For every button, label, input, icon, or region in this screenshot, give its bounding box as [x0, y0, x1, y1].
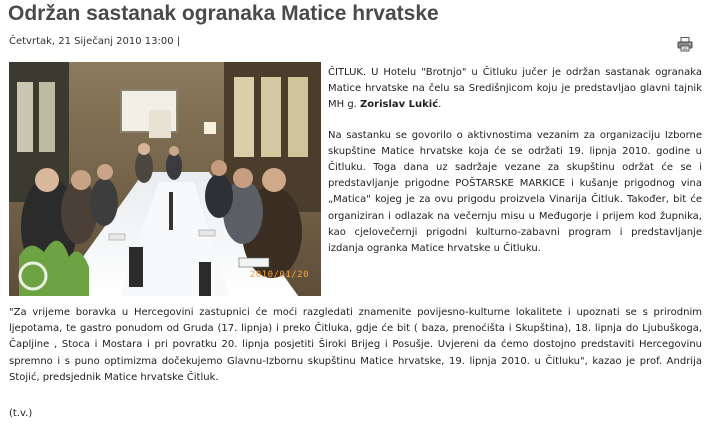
article-signature: (t.v.)	[9, 408, 33, 419]
paragraph-1	[328, 65, 702, 114]
article-bottom-text	[9, 305, 702, 400]
article-side-text	[328, 65, 702, 271]
paragraph-1-end: .	[438, 99, 442, 111]
person-name: Zorislav Lukić	[360, 99, 439, 111]
paragraph-3: "Za vrijeme boravka u Hercegovini zastupnici će moći razgledati znamenite povijesno-kulturne lokalitete i upoznati se s prirodnim ljepotama, te gastro ponudom od Gruda (17. lipnja) i preko Čitluka, gdje će bit ( baza, prenoćišta i Skupština), 18. lipnja do Ljubuškoga, Čapljine , Stoca i Mostara i pri povratku 20. lipnja posjetiti Široki Brijeg i Posušje. Uvjereni da ćemo dostojno predstaviti Hercegovinu spremno i s puno optimizma dočekujemo Glavnu-Izbornu skupštinu Matice hrvatske, 19. lipnja 2010. u Čitluku", kazao je prof. Andrija Stojić, predsjednik Matice hrvatske Čitluk.	[9, 307, 702, 383]
photo-date-stamp: 2010/01/20	[249, 270, 309, 280]
article-meta	[9, 36, 180, 47]
meeting-photo	[9, 62, 321, 296]
paragraph-2: Na sastanku se govorilo o aktivnostima vezanim za organizaciju Izborne skupštine Matice hrvatske koja će se održati 19. lipnja 2010. godine u Čitluku. Toga dana uz sadržaje vezane za skupštinu održat će se i predstavljanje prigodne POŠTARSKE MARKICE i kušanje prigodnog vina „Matica" kojeg je za ovu prigodu proizvela Vinarija Čitluk. Također, bit će organiziran i odlazak na večernju misu u Međugorje i prijem kod župnika, kao cjelovečernji prigodni kulturno-zabavni program i predstavljanje izdanja ogranka Matice hrvatske u Čitluku.	[328, 129, 702, 255]
printer-icon[interactable]	[677, 36, 693, 52]
meta-separator: |	[176, 36, 181, 47]
article-title: Održan sastanak ogranaka Matice hrvatske	[8, 2, 439, 25]
paragraph-1-text: ČITLUK. U Hotelu "Brotnjo" u Čitluku jučer je održan sastanak ogranaka Matice hrvatske na čelu sa Središnjicom koju je predstavljao glavni tajnik MH g.	[328, 67, 702, 111]
article-date: Četvrtak, 21 Siječanj 2010 13:00	[9, 36, 174, 47]
